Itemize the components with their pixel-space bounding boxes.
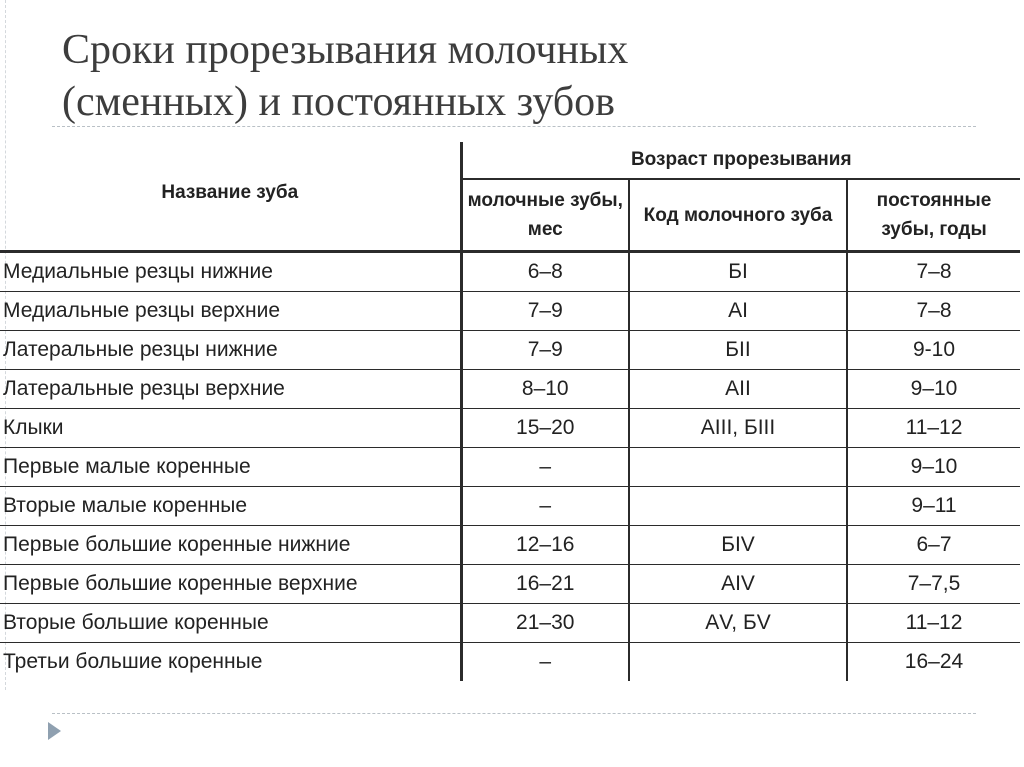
milk-teeth-age-cell: 7–9: [461, 292, 629, 331]
table-row: [0, 331, 1020, 370]
milk-tooth-code-cell: [629, 643, 847, 682]
permanent-teeth-age-cell: 9–10: [847, 448, 1020, 487]
milk-tooth-code-cell: БII: [629, 331, 847, 370]
table-row: [0, 370, 1020, 409]
milk-tooth-code-cell: АIV: [629, 565, 847, 604]
table-row: [0, 448, 1020, 487]
tooth-name-cell: Третьи большие коренные: [3, 650, 263, 673]
table-row: [0, 409, 1020, 448]
table-row: [0, 565, 1020, 604]
footer-divider: [52, 713, 976, 714]
milk-teeth-age-cell: 15–20: [461, 409, 629, 448]
table-row: [0, 526, 1020, 565]
tooth-name-cell: Первые большие коренные верхние: [0, 565, 461, 604]
slide-title-line-2: (сменных) и постоянных зубов: [62, 79, 615, 125]
table-row: [0, 604, 1020, 643]
milk-teeth-age-cell: 7–9: [461, 331, 629, 370]
permanent-teeth-age-cell: 9-10: [847, 331, 1020, 370]
table-row: [0, 252, 1020, 292]
tooth-name-cell: Первые большие коренные нижние: [0, 526, 461, 565]
header-eruption-age: Возраст прорезывания: [461, 142, 1020, 179]
permanent-teeth-age-cell: 9–10: [847, 370, 1020, 409]
tooth-name-cell: Клыки: [0, 409, 461, 448]
permanent-teeth-age-cell: 9–11: [847, 487, 1020, 526]
milk-teeth-age-cell: 6–8: [461, 252, 629, 292]
slide-title: [62, 24, 962, 128]
header-permanent-teeth-years: постоянные зубы, годы: [847, 179, 1020, 252]
milk-teeth-age-cell: 12–16: [461, 526, 629, 565]
milk-teeth-age-cell: –: [461, 448, 629, 487]
milk-tooth-code-cell: [629, 487, 847, 526]
milk-teeth-age-cell: –: [461, 643, 629, 682]
permanent-teeth-age-cell: 16–24: [847, 643, 1020, 682]
header-milk-teeth-months: молочные зубы, мес: [461, 179, 629, 252]
permanent-teeth-age-cell: 7–8: [847, 292, 1020, 331]
milk-tooth-code-cell: БI: [629, 252, 847, 292]
table-row: [0, 487, 1020, 526]
header-tooth-name: Название зуба: [0, 142, 461, 252]
permanent-teeth-age-cell: 6–7: [847, 526, 1020, 565]
tooth-name-cell: Латеральные резцы верхние: [0, 370, 461, 409]
tooth-name-cell: Первые малые коренные: [0, 448, 461, 487]
milk-tooth-code-cell: АII: [629, 370, 847, 409]
milk-tooth-code-cell: АI: [629, 292, 847, 331]
teeth-eruption-table: [0, 142, 1020, 681]
milk-teeth-age-cell: 16–21: [461, 565, 629, 604]
tooth-name-cell: Медиальные резцы нижние: [0, 252, 461, 292]
tooth-name-cell: Медиальные резцы верхние: [0, 292, 461, 331]
table-row: [0, 292, 1020, 331]
permanent-teeth-age-cell: 7–7,5: [847, 565, 1020, 604]
permanent-teeth-age-cell: 11–12: [847, 604, 1020, 643]
tooth-name-cell: Латеральные резцы нижние: [0, 331, 461, 370]
triangle-right-icon: [48, 722, 61, 740]
permanent-teeth-age-cell: 7–8: [847, 252, 1020, 292]
table-row: [0, 643, 1020, 682]
header-milk-tooth-code: Код молочного зуба: [629, 179, 847, 252]
milk-teeth-age-cell: –: [461, 487, 629, 526]
milk-tooth-code-cell: [629, 448, 847, 487]
title-divider: [52, 126, 976, 127]
milk-tooth-code-cell: БIV: [629, 526, 847, 565]
slide-title-line-1: Сроки прорезывания молочных: [62, 27, 629, 73]
permanent-teeth-age-cell: 11–12: [847, 409, 1020, 448]
milk-tooth-code-cell: АIII, БIII: [629, 409, 847, 448]
tooth-name-cell: Вторые малые коренные: [0, 487, 461, 526]
milk-teeth-age-cell: 8–10: [461, 370, 629, 409]
milk-tooth-code-cell: АV, БV: [629, 604, 847, 643]
tooth-name-cell: Вторые большие коренные: [0, 604, 461, 643]
milk-teeth-age-cell: 21–30: [461, 604, 629, 643]
